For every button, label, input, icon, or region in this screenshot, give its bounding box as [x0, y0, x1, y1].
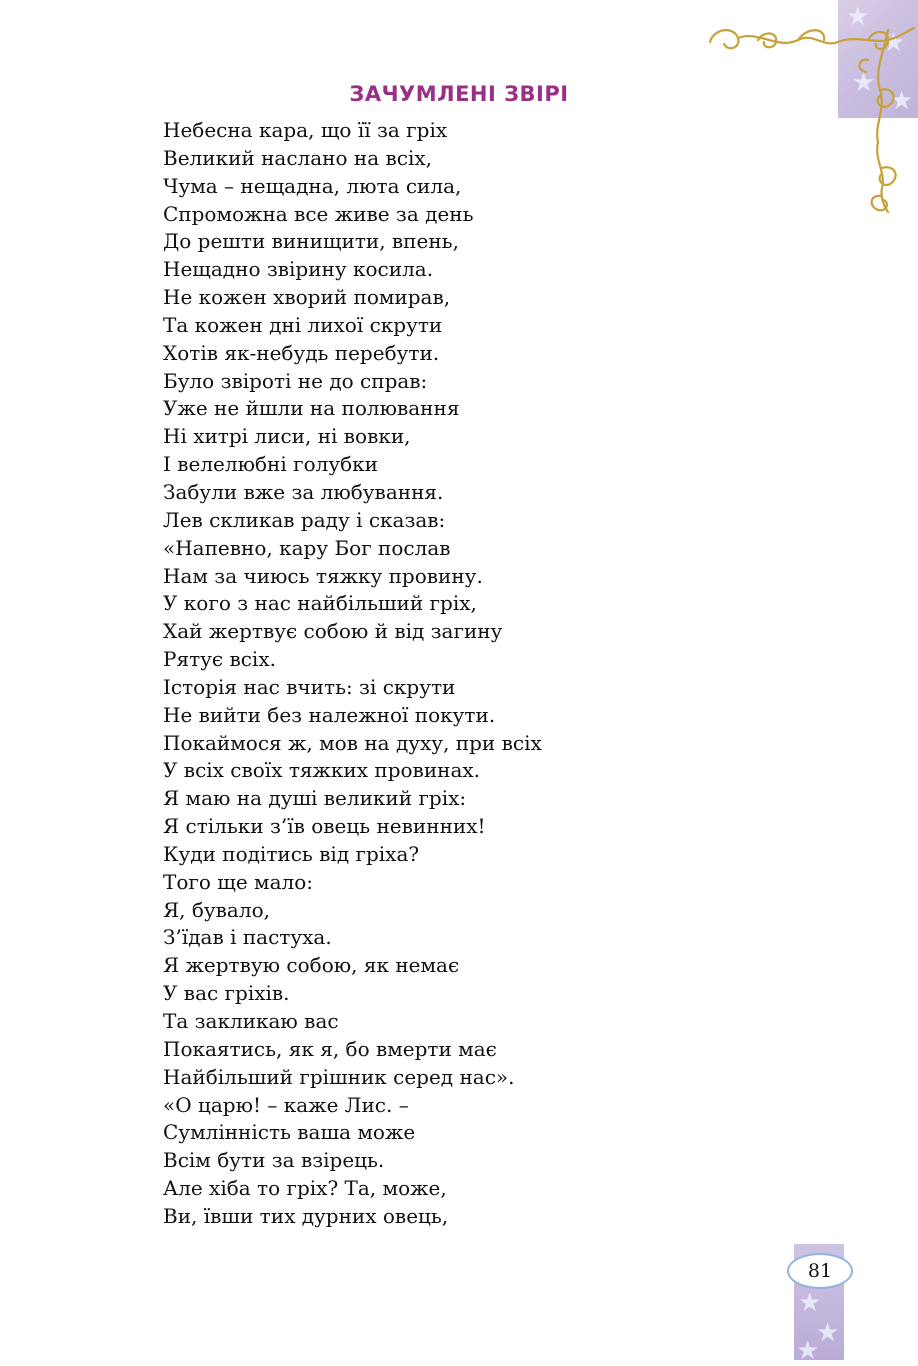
poem-line: Покаймося ж, мов на духу, при всіх — [163, 730, 542, 755]
star-icon: ★ — [852, 68, 876, 98]
poem-line: У вас гріхів. — [163, 981, 290, 1006]
poem-line: Я маю на душі великий гріх: — [163, 786, 467, 811]
poem-line: Я жертвую собою, як немає — [163, 953, 460, 978]
star-icon: ★ — [816, 1318, 840, 1348]
poem-line: Було звіроті не до справ: — [163, 368, 428, 393]
poem-line: Та кожен дні лихої скрути — [163, 312, 443, 337]
poem-line: Я, бувало, — [163, 897, 270, 922]
page-number: 81 — [787, 1253, 853, 1289]
poem-line: У всіх своїх тяжких провинах. — [163, 758, 481, 783]
poem-line: Небесна кара, що її за гріх — [163, 118, 448, 142]
poem-line: Лев скликав раду і сказав: — [163, 507, 446, 532]
poem-line: Уже не йшли на полювання — [163, 396, 460, 421]
poem-line: Ні хитрі лиси, ні вовки, — [163, 424, 411, 449]
poem-line: Не вийти без належної покути. — [163, 702, 496, 727]
star-icon: ★ — [882, 28, 906, 58]
poem-line: Нещадно звірину косила. — [163, 257, 434, 282]
poem-line: Чума – нещадна, люта сила, — [163, 173, 462, 198]
poem-line: «Напевно, кару Бог послав — [163, 535, 451, 560]
poem-line: Хай жертвує собою й від загину — [163, 619, 503, 644]
poem-line: Я стільки з’їв овець невинних! — [163, 814, 486, 839]
poem-line: До решти винищити, впень, — [163, 229, 459, 254]
star-icon: ★ — [796, 1336, 820, 1366]
poem-line: Забули вже за любування. — [163, 479, 444, 504]
poem-line: Хотів як-небудь перебути. — [163, 340, 440, 365]
poem-line: Того ще мало: — [163, 869, 314, 894]
poem-line: Не кожен хворий помирав, — [163, 285, 451, 310]
poem-line: Та закликаю вас — [163, 1009, 339, 1033]
star-icon: ★ — [890, 86, 914, 116]
poem-line: «О царю! – каже Лис. – — [163, 1092, 409, 1117]
poem-line: Спроможна все живе за день — [163, 201, 474, 226]
poem-line: Рятує всіх. — [163, 647, 276, 672]
poem-text — [163, 117, 542, 1231]
gold-flourish-ornament — [698, 0, 918, 220]
poem-title: ЗАЧУМЛЕНІ ЗВІРІ — [349, 82, 569, 106]
poem-line: З’їдав і пастуха. — [163, 925, 332, 950]
poem-line: Всім бути за взірець. — [163, 1148, 385, 1173]
poem-line: Але хіба то гріх? Та, може, — [163, 1176, 447, 1201]
poem-line: Ви, ївши тих дурних овець, — [163, 1203, 449, 1228]
poem-line: Сумлінність ваша може — [163, 1120, 416, 1145]
poem-line: Історія нас вчить: зі скрути — [163, 674, 456, 699]
poem-line: І велелюбні голубки — [163, 452, 378, 477]
star-icon: ★ — [798, 1288, 822, 1318]
poem-line: Покаятись, як я, бо вмерти має — [163, 1036, 497, 1061]
poem-line: Нам за чиюсь тяжку провину. — [163, 563, 483, 588]
poem-line: Великий наслано на всіх, — [163, 145, 433, 170]
poem-line: Куди подітись від гріха? — [163, 841, 420, 866]
star-icon: ★ — [846, 2, 870, 32]
poem-line: Найбільший грішник серед нас». — [163, 1064, 515, 1089]
poem-line: У кого з нас найбільший гріх, — [163, 591, 477, 616]
